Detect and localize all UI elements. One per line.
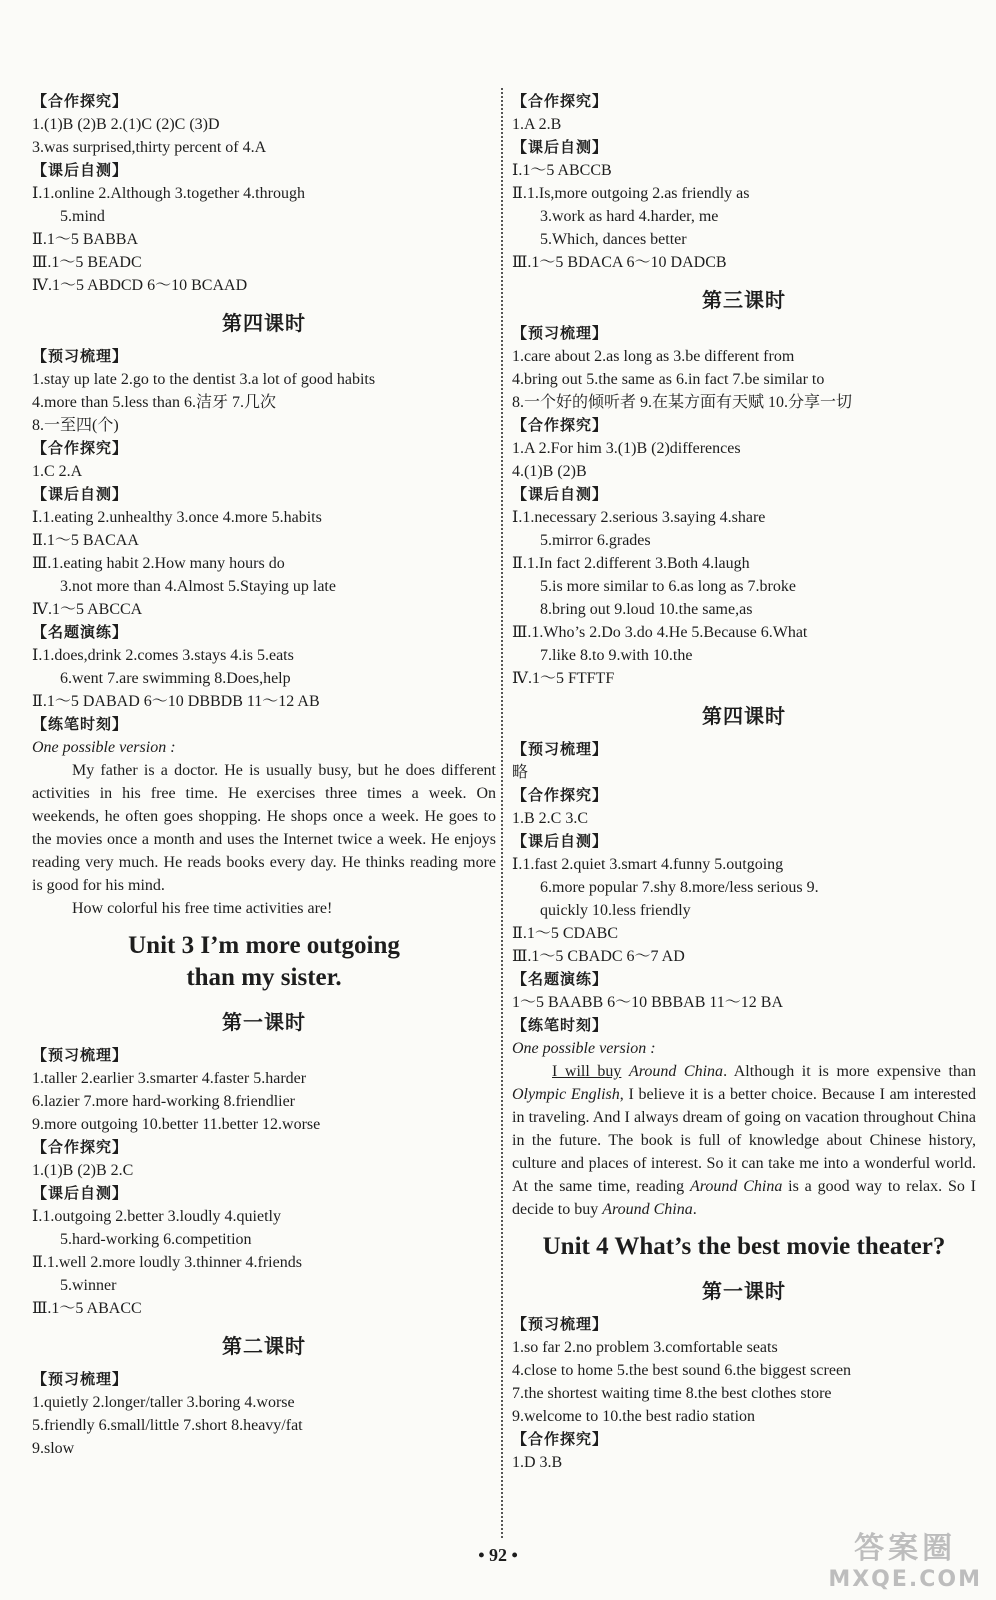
unit-heading: Unit 3 I’m more outgoing than my sister. — [128, 932, 400, 991]
answer-line: 1.care about 2.as long as 3.be different from — [512, 348, 795, 365]
lesson-heading: 第四课时 — [702, 704, 786, 728]
answer-line: 8.一个好的倾听者 9.在某方面有天赋 10.分享一切 — [512, 394, 853, 411]
answer-line: 9.more outgoing 10.better 11.better 12.worse — [32, 1116, 321, 1133]
answer-line: 1.taller 2.earlier 3.smarter 4.faster 5.harder — [32, 1070, 307, 1087]
answer-line: Ⅱ.1～5 BABBA — [32, 231, 139, 248]
answer-line-continued: 6.went 7.are swimming 8.Does,help — [60, 670, 291, 687]
answer-line: Ⅱ.1～5 DABAD 6～10 DBBDB 11～12 AB — [32, 693, 320, 710]
answer-line-continued: quickly 10.less friendly — [540, 902, 691, 919]
lesson-heading: 第一课时 — [222, 1010, 306, 1034]
answer-line: 1.(1)B (2)B 2.C — [32, 1162, 134, 1179]
lesson-heading: 第三课时 — [702, 288, 786, 312]
answer-line: 4.more than 5.less than 6.洁牙 7.几次 — [32, 394, 276, 411]
answer-line-continued: 7.like 8.to 9.with 10.the — [540, 647, 693, 664]
section-label: 【合作探究】 — [32, 92, 129, 110]
section-label: 【预习梳理】 — [512, 740, 609, 758]
answer-line: Ⅰ.1.does,drink 2.comes 3.stays 4.is 5.eats — [32, 647, 294, 664]
watermark-url: MXQE.COM — [828, 1567, 982, 1592]
answer-line: 1.(1)B (2)B 2.(1)C (2)C (3)D — [32, 116, 220, 133]
answer-line-continued: 5.mirror 6.grades — [540, 532, 651, 549]
answer-line: Ⅱ.1～5 CDABC — [512, 925, 619, 942]
answer-line: Ⅱ.1.Is,more outgoing 2.as friendly as — [512, 185, 750, 202]
lesson-heading: 第一课时 — [702, 1279, 786, 1303]
answer-line-continued: 5.hard-working 6.competition — [60, 1231, 252, 1248]
section-label: 【课后自测】 — [32, 161, 129, 179]
section-label: 【合作探究】 — [512, 1430, 609, 1448]
section-label: 【课后自测】 — [512, 138, 609, 156]
answer-line: Ⅰ.1～5 ABCCB — [512, 162, 612, 179]
section-label: 【预习梳理】 — [32, 1370, 129, 1388]
answer-line: 1.D 3.B — [512, 1454, 563, 1471]
section-label: 【课后自测】 — [512, 485, 609, 503]
section-label: 【课后自测】 — [32, 1184, 129, 1202]
answer-line: 6.lazier 7.more hard-working 8.friendlier — [32, 1093, 296, 1110]
section-label: 【预习梳理】 — [32, 347, 129, 365]
answer-line: 1.A 2.B — [512, 116, 562, 133]
answer-line: Ⅲ.1～5 BDACA 6～10 DADCB — [512, 254, 727, 271]
essay-paragraph: How colorful his free time activities are! — [72, 900, 333, 917]
answer-line: Ⅲ.1～5 CBADC 6～7 AD — [512, 948, 685, 965]
answer-line: 1.A 2.For him 3.(1)B (2)differences — [512, 440, 741, 457]
answer-line: Ⅳ.1～5 FTFTF — [512, 670, 615, 687]
answer-line: Ⅲ.1～5 ABACC — [32, 1300, 142, 1317]
right-column — [512, 90, 976, 1474]
version-label: One possible version : — [32, 739, 176, 756]
answer-line: 1～5 BAABB 6～10 BBBAB 11～12 BA — [512, 994, 784, 1011]
answer-line: 8.一至四(个) — [32, 417, 119, 434]
answer-line: 9.welcome to 10.the best radio station — [512, 1408, 756, 1425]
section-label: 【练笔时刻】 — [512, 1016, 609, 1034]
answer-line: 1.quietly 2.longer/taller 3.boring 4.worse — [32, 1394, 295, 1411]
answer-line-continued: 8.bring out 9.loud 10.the same,as — [540, 601, 753, 618]
left-column — [32, 90, 496, 1460]
section-label: 【合作探究】 — [512, 416, 609, 434]
section-label: 【名题演练】 — [32, 623, 129, 641]
answer-line: 1.stay up late 2.go to the dentist 3.a lot of good habits — [32, 371, 376, 388]
answer-line: Ⅲ.1～5 BEADC — [32, 254, 142, 271]
answer-line: Ⅱ.1.well 2.more loudly 3.thinner 4.friends — [32, 1254, 302, 1271]
essay-paragraph: I will buy Around China. Although it is more expensive than Olympic English, I believe it is a better choice. Because I am interested in traveling. And I always dream of going on vacation throughout China in the future. The book is full of knowledge about Chinese history, culture and places of interest. So it can take me into a wonderful world. At the same time, reading Around China is a good way to relax. So I decide to buy Around China. — [512, 1063, 977, 1218]
answer-line-continued: 5.mind — [60, 208, 105, 225]
answer-line: Ⅱ.1.In fact 2.different 3.Both 4.laugh — [512, 555, 750, 572]
answer-line: Ⅳ.1～5 ABCCA — [32, 601, 143, 618]
answer-line: Ⅰ.1.online 2.Although 3.together 4.through — [32, 185, 305, 202]
section-label: 【合作探究】 — [32, 439, 129, 457]
answer-line-continued: 3.work as hard 4.harder, me — [540, 208, 719, 225]
answer-line: 4.(1)B (2)B — [512, 463, 587, 480]
answer-line-continued: 5.Which, dances better — [540, 231, 687, 248]
answer-line: Ⅰ.1.eating 2.unhealthy 3.once 4.more 5.habits — [32, 509, 322, 526]
answer-line: 9.slow — [32, 1440, 75, 1457]
section-label: 【预习梳理】 — [32, 1046, 129, 1064]
answer-line: Ⅳ.1～5 ABDCD 6～10 BCAAD — [32, 277, 248, 294]
answer-line: Ⅰ.1.fast 2.quiet 3.smart 4.funny 5.outgoing — [512, 856, 784, 873]
lesson-heading: 第二课时 — [222, 1334, 306, 1358]
answer-line-continued: 6.more popular 7.shy 8.more/less serious 9. — [540, 879, 819, 896]
answer-line-continued: 3.not more than 4.Almost 5.Staying up late — [60, 578, 336, 595]
answer-line: 1.C 2.A — [32, 463, 83, 480]
section-label: 【合作探究】 — [512, 92, 609, 110]
answer-line: 5.friendly 6.small/little 7.short 8.heavy/fat — [32, 1417, 303, 1434]
section-label: 【预习梳理】 — [512, 1315, 609, 1333]
answer-line: Ⅲ.1.Who’s 2.Do 3.do 4.He 5.Because 6.What — [512, 624, 808, 641]
section-label: 【预习梳理】 — [512, 324, 609, 342]
page-number: • 92 • — [478, 1545, 518, 1565]
answer-line: 3.was surprised,thirty percent of 4.A — [32, 139, 267, 156]
lesson-heading: 第四课时 — [222, 311, 306, 335]
answer-line: 4.close to home 5.the best sound 6.the biggest screen — [512, 1362, 852, 1379]
section-label: 【课后自测】 — [512, 832, 609, 850]
answer-line: 1.B 2.C 3.C — [512, 810, 589, 827]
unit-heading: Unit 4 What’s the best movie theater? — [542, 1233, 946, 1260]
answer-line-continued: 5.is more similar to 6.as long as 7.broke — [540, 578, 796, 595]
answer-line: Ⅱ.1～5 BACAA — [32, 532, 139, 549]
answer-line: Ⅲ.1.eating habit 2.How many hours do — [32, 555, 285, 572]
answer-line: Ⅰ.1.outgoing 2.better 3.loudly 4.quietly — [32, 1208, 281, 1225]
watermark-text: 答案圈 — [854, 1531, 957, 1566]
section-label: 【练笔时刻】 — [32, 715, 129, 733]
section-label: 【名题演练】 — [512, 970, 609, 988]
answer-line: 略 — [512, 764, 529, 781]
column-divider — [501, 88, 503, 1538]
section-label: 【合作探究】 — [512, 786, 609, 804]
answer-line: 1.so far 2.no problem 3.comfortable seats — [512, 1339, 778, 1356]
section-label: 【合作探究】 — [32, 1138, 129, 1156]
answer-line: 7.the shortest waiting time 8.the best clothes store — [512, 1385, 832, 1402]
answer-line-continued: 5.winner — [60, 1277, 117, 1294]
answer-line: Ⅰ.1.necessary 2.serious 3.saying 4.share — [512, 509, 766, 526]
answer-line: 4.bring out 5.the same as 6.in fact 7.be similar to — [512, 371, 825, 388]
version-label: One possible version : — [512, 1040, 656, 1057]
section-label: 【课后自测】 — [32, 485, 129, 503]
essay-paragraph: My father is a doctor. He is usually busy, but he does different activities in his free time. He exercises three times a week. On weekends, he often goes shopping. He shops once a week. He goes to the movies once a month and uses the Internet twice a week. He enjoys reading very much. He reads books every day. He thinks reading more is good for his mind. — [32, 762, 496, 894]
watermark-logo — [828, 1523, 982, 1592]
